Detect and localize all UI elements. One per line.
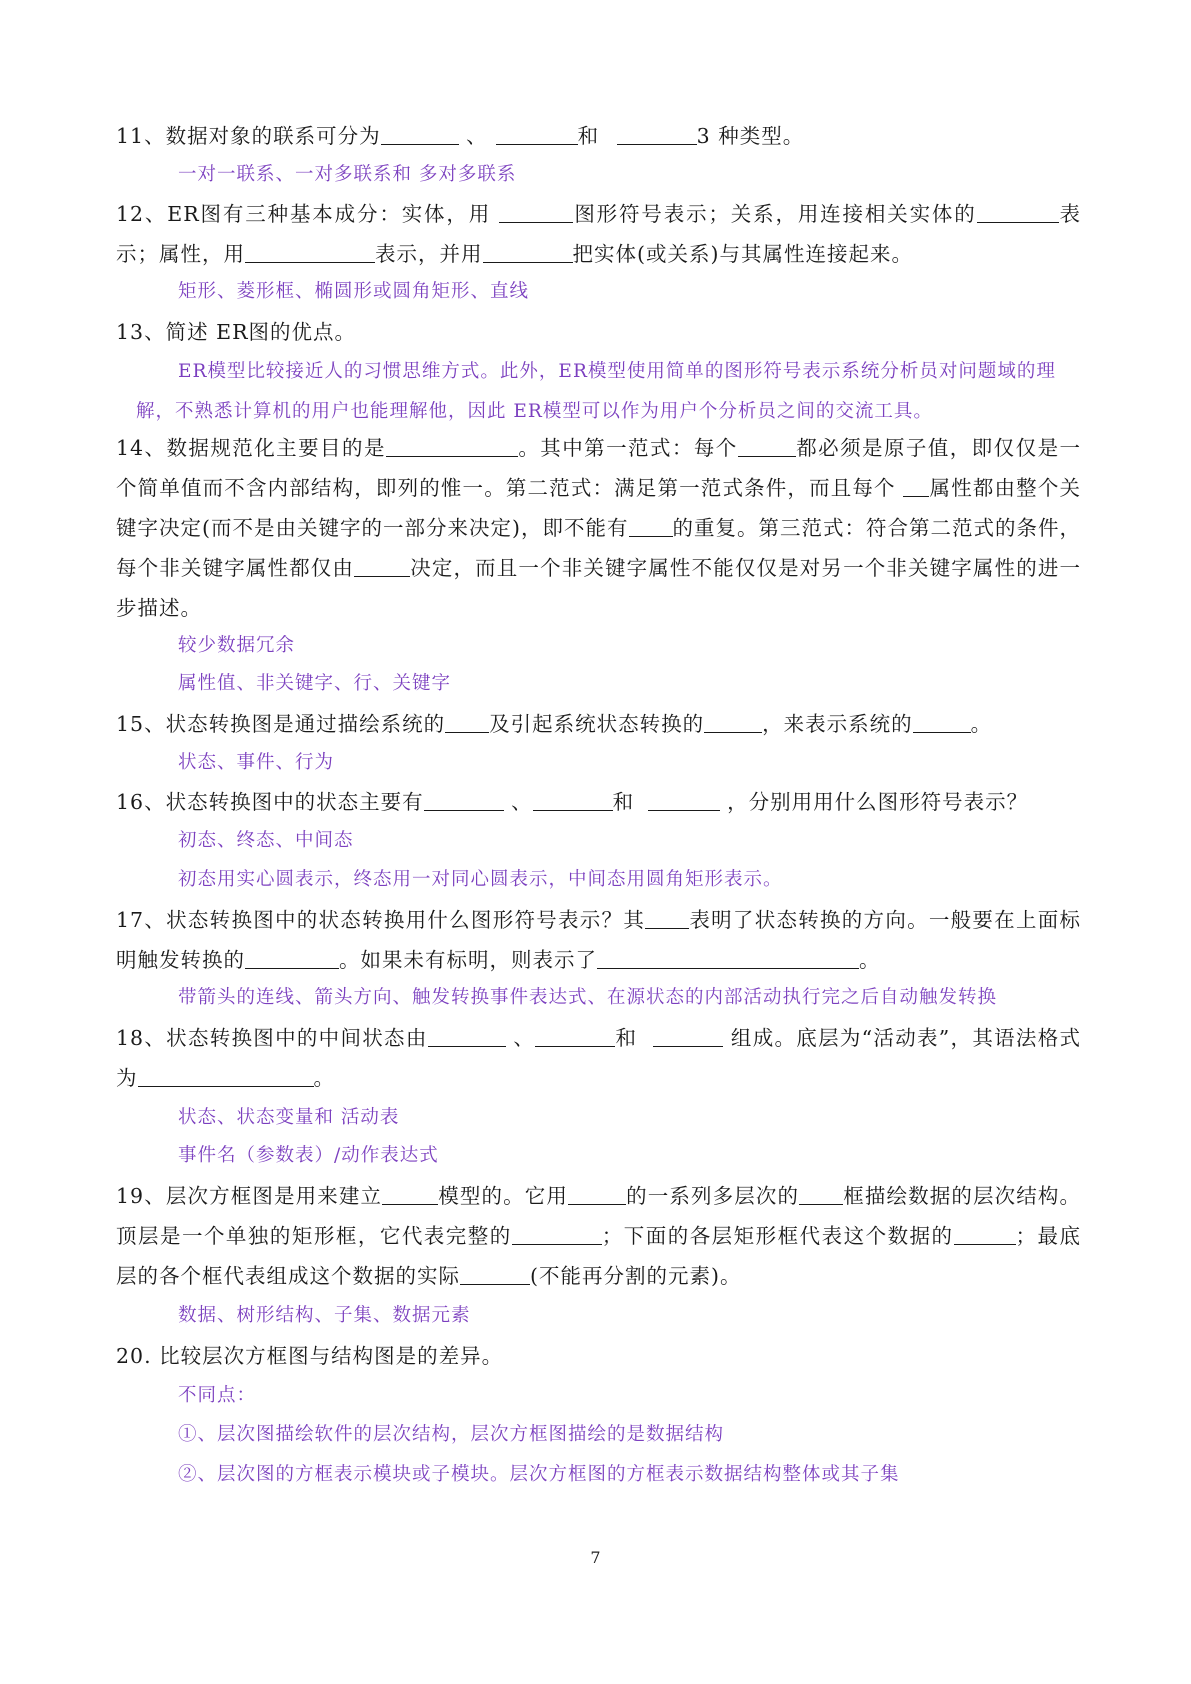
answer-blank bbox=[533, 789, 613, 812]
answer-blank bbox=[799, 1183, 843, 1206]
question-18: 18、状态转换图中的中间状态由 、 和 组成。底层为“活动表”，其语法格式为 。 bbox=[116, 1026, 1081, 1090]
answer-20a: 不同点： bbox=[178, 1385, 257, 1406]
page-number: 7 bbox=[590, 1548, 601, 1567]
answer-blank bbox=[445, 711, 489, 734]
answer-blank bbox=[499, 201, 573, 224]
answer-19: 数据、树形结构、子集、数据元素 bbox=[178, 1305, 471, 1326]
question-14: 14、数据规范化主要目的是 。其中第一范式：每个 都必须是原子值，即仅仅是一个简单值而不含内部结构，即列的惟一。第二范式：满足第一范式条件，而且每个 属性都由整个关键字决定(而不是由关键字的一部分来决定)，即不能有 的重复。第三范式：符合第二范式的条件，每个非关键字属性都仅由 决定，而且一个非关键字属性不能仅仅是对另一个非关键字属性的进一步描述。 bbox=[116, 436, 1082, 620]
answer-blank bbox=[913, 711, 971, 734]
answer-blank bbox=[138, 1065, 314, 1088]
answer-blank bbox=[382, 1183, 438, 1206]
answer-blank bbox=[648, 789, 720, 812]
question-13: 13、简述 ER图的优点。 bbox=[116, 320, 357, 344]
question-16: 16、状态转换图中的状态主要有 、 和 ，分别用用什么图形符号表示？ bbox=[116, 790, 1029, 814]
answer-14b: 属性值、非关键字、行、关键字 bbox=[178, 673, 452, 694]
question-11: 11、数据对象的联系可分为 、 和 3 种类型。 bbox=[116, 124, 805, 148]
answer-18a: 状态、状态变量和 活动表 bbox=[178, 1107, 400, 1128]
answer-16b: 初态用实心圆表示，终态用一对同心圆表示，中间态用圆角矩形表示。 bbox=[178, 869, 783, 890]
answer-20c: ②、层次图的方框表示模块或子模块。层次方框图的方框表示数据结构整体或其子集 bbox=[178, 1464, 900, 1485]
question-19: 19、层次方框图是用来建立 模型的。它用 的一系列多层次的 框描绘数据的层次结构。顶层是一个单独的矩形框，它代表完整的 ；下面的各层矩形框代表这个数据的 ；最底层的各个框代表组成这个数据的实际 (不能再分割的元素)。 bbox=[116, 1184, 1082, 1288]
answer-11: 一对一联系、一对多联系和 多对多联系 bbox=[178, 164, 517, 185]
answer-blank bbox=[245, 947, 339, 970]
answer-blank bbox=[460, 1263, 530, 1286]
question-17: 17、状态转换图中的状态转换用什么图形符号表示？其 表明了状态转换的方向。一般要在上面标明触发转换的 。如果未有标明，则表示了 。 bbox=[116, 908, 1081, 972]
answer-17: 带箭头的连线、箭头方向、触发转换事件表达式、在源状态的内部活动执行完之后自动触发转换 bbox=[178, 987, 998, 1008]
answer-blank bbox=[653, 1025, 723, 1048]
answer-blank bbox=[704, 711, 762, 734]
question-20: 20. 比较层次方框图与结构图是的差异。 bbox=[116, 1344, 504, 1368]
answer-blank bbox=[386, 435, 518, 458]
answer-16a: 初态、终态、中间态 bbox=[178, 830, 354, 851]
answer-blank bbox=[535, 1025, 615, 1048]
answer-blank bbox=[424, 789, 504, 812]
answer-blank bbox=[483, 241, 573, 264]
answer-blank bbox=[903, 475, 929, 498]
answer-blank bbox=[381, 123, 459, 146]
answer-18b: 事件名（参数表）/动作表达式 bbox=[178, 1145, 439, 1166]
answer-blank bbox=[629, 515, 673, 538]
answer-15: 状态、事件、行为 bbox=[178, 752, 335, 773]
answer-blank bbox=[354, 555, 410, 578]
answer-blank bbox=[617, 123, 697, 146]
answer-blank bbox=[977, 201, 1059, 224]
answer-blank bbox=[496, 123, 578, 146]
answer-blank bbox=[428, 1025, 506, 1048]
answer-14a: 较少数据冗余 bbox=[178, 635, 296, 656]
answer-blank bbox=[645, 907, 689, 930]
answer-blank bbox=[512, 1223, 602, 1246]
answer-blank bbox=[954, 1223, 1016, 1246]
question-12: 12、ER图有三种基本成分：实体，用 图形符号表示；关系，用连接相关实体的 表示；属性，用 表示，并用 把实体(或关系)与其属性连接起来。 bbox=[116, 202, 1081, 266]
answer-blank bbox=[245, 241, 375, 264]
answer-12: 矩形、菱形框、椭圆形或圆角矩形、直线 bbox=[178, 281, 530, 302]
answer-blank bbox=[597, 947, 859, 970]
answer-13: ER模型比较接近人的习惯思维方式。此外，ER模型使用简单的图形符号表示系统分析员对问题域的理解，不熟悉计算机的用户也能理解他，因此 ER模型可以作为用户个分析员之间的交流工具。 bbox=[136, 361, 1056, 422]
answer-blank bbox=[568, 1183, 626, 1206]
answer-20b: ①、层次图描绘软件的层次结构，层次方框图描绘的是数据结构 bbox=[178, 1424, 725, 1445]
answer-blank bbox=[738, 435, 796, 458]
question-15: 15、状态转换图是通过描绘系统的 及引起系统状态转换的 ，来表示系统的 。 bbox=[116, 712, 993, 736]
